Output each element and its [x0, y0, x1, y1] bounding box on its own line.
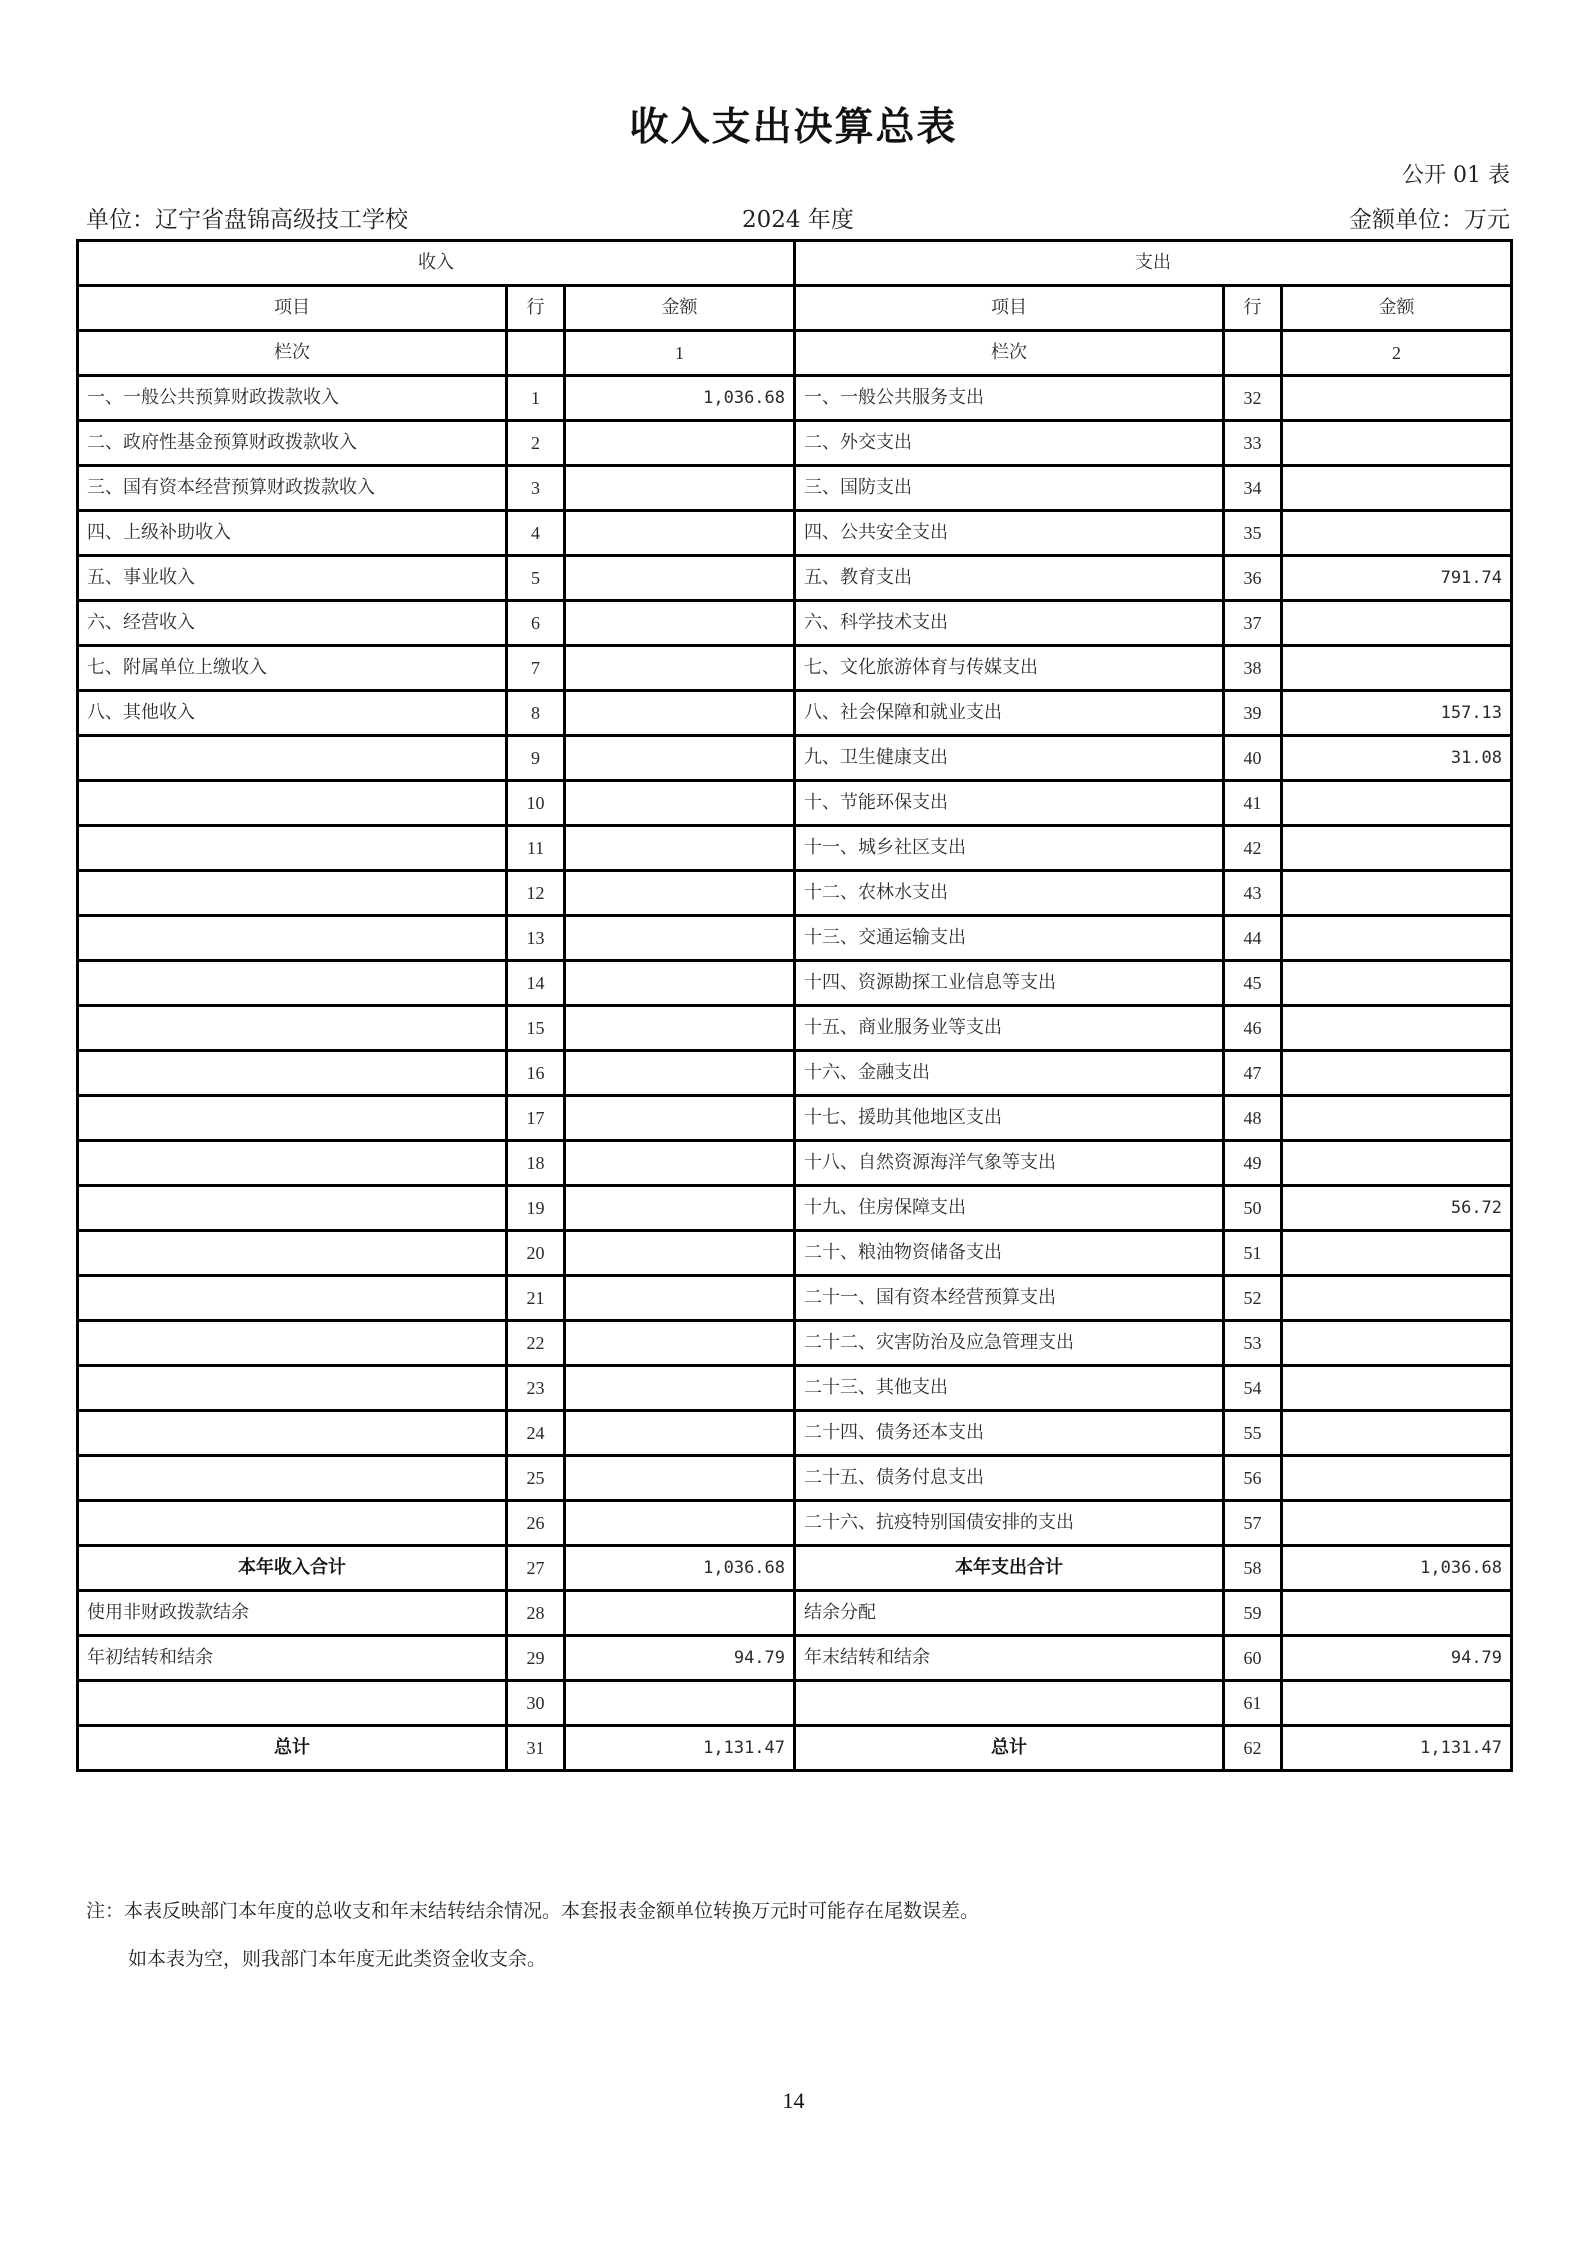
- expense-amount-cell: [1282, 961, 1512, 1006]
- income-amount-cell: [565, 601, 795, 646]
- income-amount-cell: [565, 871, 795, 916]
- money-unit: 金额单位：万元: [1349, 207, 1510, 233]
- income-item-cell: 一、一般公共预算财政拨款收入: [78, 376, 507, 421]
- expense-amount-cell: [1282, 781, 1512, 826]
- expense-item-cell: 九、卫生健康支出: [795, 736, 1224, 781]
- expense-row-number: 45: [1224, 961, 1282, 1006]
- expense-item-cell: 七、文化旅游体育与传媒支出: [795, 646, 1224, 691]
- expense-item-cell: 年末结转和结余: [795, 1636, 1224, 1681]
- income-item-cell: [78, 916, 507, 961]
- expense-item-cell: 十六、金融支出: [795, 1051, 1224, 1096]
- income-amount-cell: [565, 1186, 795, 1231]
- income-item-cell: [78, 826, 507, 871]
- expense-amount-cell: 56.72: [1282, 1186, 1512, 1231]
- income-row-number: 3: [507, 466, 565, 511]
- column-order-row: [78, 331, 1512, 376]
- expense-row-number: 50: [1224, 1186, 1282, 1231]
- section-header-row: [78, 241, 1512, 286]
- table-row: [78, 1321, 1512, 1366]
- table-row: [78, 1411, 1512, 1456]
- expense-item-cell: 十七、援助其他地区支出: [795, 1096, 1224, 1141]
- expense-row-number: 33: [1224, 421, 1282, 466]
- expense-amount-cell: [1282, 1501, 1512, 1546]
- expense-item-cell: 本年支出合计: [795, 1546, 1224, 1591]
- expense-row-number: 61: [1224, 1681, 1282, 1726]
- income-row-number: 7: [507, 646, 565, 691]
- expense-amount-cell: [1282, 1681, 1512, 1726]
- income-row-number: 20: [507, 1231, 565, 1276]
- income-item-cell: [78, 1681, 507, 1726]
- expense-row-number: 42: [1224, 826, 1282, 871]
- income-item-cell: 总计: [78, 1726, 507, 1771]
- expense-row-number: 32: [1224, 376, 1282, 421]
- income-amount-cell: [565, 1051, 795, 1096]
- income-amount-cell: [565, 1276, 795, 1321]
- income-row-number: 22: [507, 1321, 565, 1366]
- expense-row-number: 46: [1224, 1006, 1282, 1051]
- note-text: 注：本表反映部门本年度的总收支和年末结转结余情况。本套报表金额单位转换万元时可能存在尾数误差。: [86, 1900, 980, 1922]
- income-item-cell: [78, 1231, 507, 1276]
- table-row: [78, 1591, 1512, 1636]
- expense-row-number: 39: [1224, 691, 1282, 736]
- income-item-cell: 二、政府性基金预算财政拨款收入: [78, 421, 507, 466]
- income-amount-cell: [565, 646, 795, 691]
- expense-row-number: 43: [1224, 871, 1282, 916]
- income-amount-cell: [565, 1321, 795, 1366]
- expense-row-number: 37: [1224, 601, 1282, 646]
- expense-column-number: 2: [1282, 331, 1512, 376]
- income-row-number: 18: [507, 1141, 565, 1186]
- income-amount-cell: [565, 1411, 795, 1456]
- expense-amount-cell: [1282, 1411, 1512, 1456]
- expense-row-number: 38: [1224, 646, 1282, 691]
- expense-item-cell: 二十三、其他支出: [795, 1366, 1224, 1411]
- expense-item-cell: 一、一般公共服务支出: [795, 376, 1224, 421]
- expense-amount-header: 金额: [1282, 286, 1512, 331]
- expense-row-number: 53: [1224, 1321, 1282, 1366]
- income-row-number: 10: [507, 781, 565, 826]
- expense-amount-cell: [1282, 826, 1512, 871]
- income-amount-cell: [565, 511, 795, 556]
- income-item-cell: 四、上级补助收入: [78, 511, 507, 556]
- income-amount-cell: [565, 466, 795, 511]
- expense-amount-cell: [1282, 871, 1512, 916]
- expense-amount-cell: [1282, 1321, 1512, 1366]
- income-row-number: 5: [507, 556, 565, 601]
- reporting-unit: 单位：辽宁省盘锦高级技工学校: [86, 207, 408, 233]
- table-row: [78, 1051, 1512, 1096]
- income-row-header: 行: [507, 286, 565, 331]
- income-row-number: 23: [507, 1366, 565, 1411]
- table-number: 公开 01 表: [1402, 163, 1510, 188]
- income-item-cell: [78, 1276, 507, 1321]
- income-amount-cell: [565, 1501, 795, 1546]
- income-item-cell: [78, 1096, 507, 1141]
- income-amount-header: 金额: [565, 286, 795, 331]
- table-row: [78, 691, 1512, 736]
- expense-item-cell: 十一、城乡社区支出: [795, 826, 1224, 871]
- expense-row-number: 36: [1224, 556, 1282, 601]
- expense-amount-cell: 157.13: [1282, 691, 1512, 736]
- income-item-cell: [78, 1456, 507, 1501]
- total-row: [78, 1726, 1512, 1771]
- income-item-cell: 本年收入合计: [78, 1546, 507, 1591]
- table-row: [78, 556, 1512, 601]
- expense-item-cell: 总计: [795, 1726, 1224, 1771]
- expense-row-number: 62: [1224, 1726, 1282, 1771]
- income-amount-cell: [565, 691, 795, 736]
- expense-column-order-row-cell: [1224, 331, 1282, 376]
- expense-amount-cell: 94.79: [1282, 1636, 1512, 1681]
- expense-row-number: 56: [1224, 1456, 1282, 1501]
- income-amount-cell: [565, 781, 795, 826]
- income-item-cell: 使用非财政拨款结余: [78, 1591, 507, 1636]
- table-row: [78, 601, 1512, 646]
- income-amount-cell: [565, 1096, 795, 1141]
- income-item-cell: 五、事业收入: [78, 556, 507, 601]
- income-amount-cell: [565, 826, 795, 871]
- income-amount-cell: [565, 916, 795, 961]
- expense-amount-cell: [1282, 646, 1512, 691]
- expense-row-number: 47: [1224, 1051, 1282, 1096]
- income-item-cell: [78, 871, 507, 916]
- income-row-number: 25: [507, 1456, 565, 1501]
- income-amount-cell: [565, 1591, 795, 1636]
- income-row-number: 2: [507, 421, 565, 466]
- expense-item-cell: 五、教育支出: [795, 556, 1224, 601]
- income-item-cell: 七、附属单位上缴收入: [78, 646, 507, 691]
- expense-row-number: 58: [1224, 1546, 1282, 1591]
- income-item-cell: [78, 1006, 507, 1051]
- income-row-number: 24: [507, 1411, 565, 1456]
- table-row: [78, 376, 1512, 421]
- expense-row-number: 48: [1224, 1096, 1282, 1141]
- table-row: [78, 736, 1512, 781]
- note-empty-table: 如本表为空，则我部门本年度无此类资金收支余。: [128, 1948, 547, 1970]
- table-row: [78, 1006, 1512, 1051]
- income-row-number: 31: [507, 1726, 565, 1771]
- expense-amount-cell: [1282, 466, 1512, 511]
- expense-amount-cell: [1282, 1366, 1512, 1411]
- expense-row-number: 44: [1224, 916, 1282, 961]
- expense-amount-cell: [1282, 376, 1512, 421]
- expense-amount-cell: 791.74: [1282, 556, 1512, 601]
- income-item-cell: [78, 1186, 507, 1231]
- income-amount-cell: 94.79: [565, 1636, 795, 1681]
- expense-item-cell: 三、国防支出: [795, 466, 1224, 511]
- table-row: [78, 1186, 1512, 1231]
- income-row-number: 11: [507, 826, 565, 871]
- income-row-number: 6: [507, 601, 565, 646]
- expense-item-cell: 二十、粮油物资储备支出: [795, 1231, 1224, 1276]
- table-row: [78, 1231, 1512, 1276]
- expense-row-number: 57: [1224, 1501, 1282, 1546]
- expense-item-cell: 二十四、债务还本支出: [795, 1411, 1224, 1456]
- income-row-number: 13: [507, 916, 565, 961]
- income-item-header: 项目: [78, 286, 507, 331]
- table-row: [78, 781, 1512, 826]
- table-row: [78, 466, 1512, 511]
- income-amount-cell: [565, 1456, 795, 1501]
- income-item-cell: [78, 736, 507, 781]
- expense-amount-cell: [1282, 1141, 1512, 1186]
- table-row: [78, 1456, 1512, 1501]
- income-amount-cell: 1,131.47: [565, 1726, 795, 1771]
- income-row-number: 12: [507, 871, 565, 916]
- expense-row-number: 49: [1224, 1141, 1282, 1186]
- income-row-number: 27: [507, 1546, 565, 1591]
- income-column-order-label: 栏次: [78, 331, 507, 376]
- table-row: [78, 511, 1512, 556]
- income-item-cell: [78, 1501, 507, 1546]
- income-amount-cell: [565, 1681, 795, 1726]
- expense-row-number: 40: [1224, 736, 1282, 781]
- income-amount-cell: [565, 1231, 795, 1276]
- unit-line: [86, 201, 1510, 231]
- expense-item-cell: 十四、资源勘探工业信息等支出: [795, 961, 1224, 1006]
- income-row-number: 4: [507, 511, 565, 556]
- expense-item-cell: 结余分配: [795, 1591, 1224, 1636]
- table-row: [78, 916, 1512, 961]
- expense-amount-cell: 31.08: [1282, 736, 1512, 781]
- income-item-cell: 三、国有资本经营预算财政拨款收入: [78, 466, 507, 511]
- income-row-number: 21: [507, 1276, 565, 1321]
- expense-item-cell: 十八、自然资源海洋气象等支出: [795, 1141, 1224, 1186]
- income-amount-cell: [565, 736, 795, 781]
- income-row-number: 29: [507, 1636, 565, 1681]
- expense-item-cell: 二十六、抗疫特别国债安排的支出: [795, 1501, 1224, 1546]
- expense-item-cell: 二十一、国有资本经营预算支出: [795, 1276, 1224, 1321]
- table-row: [78, 421, 1512, 466]
- income-item-cell: [78, 1411, 507, 1456]
- expense-amount-cell: [1282, 1276, 1512, 1321]
- expense-item-cell: 十五、商业服务业等支出: [795, 1006, 1224, 1051]
- income-amount-cell: [565, 1006, 795, 1051]
- page-number: 14: [782, 2088, 805, 2113]
- expense-section-header: 支出: [795, 241, 1512, 286]
- expense-row-number: 35: [1224, 511, 1282, 556]
- expense-item-cell: 十、节能环保支出: [795, 781, 1224, 826]
- column-header-row: [78, 286, 1512, 331]
- income-item-cell: [78, 1141, 507, 1186]
- income-item-cell: 年初结转和结余: [78, 1636, 507, 1681]
- income-column-order-row-cell: [507, 331, 565, 376]
- expense-row-header: 行: [1224, 286, 1282, 331]
- expense-amount-cell: [1282, 1096, 1512, 1141]
- expense-row-number: 51: [1224, 1231, 1282, 1276]
- expense-amount-cell: [1282, 421, 1512, 466]
- table-row: [78, 1276, 1512, 1321]
- income-row-number: 28: [507, 1591, 565, 1636]
- expense-amount-cell: [1282, 1006, 1512, 1051]
- expense-amount-cell: [1282, 1591, 1512, 1636]
- income-amount-cell: 1,036.68: [565, 1546, 795, 1591]
- expense-item-cell: 八、社会保障和就业支出: [795, 691, 1224, 736]
- expense-amount-cell: [1282, 1051, 1512, 1096]
- table-row: [78, 646, 1512, 691]
- income-item-cell: [78, 1366, 507, 1411]
- income-amount-cell: [565, 1366, 795, 1411]
- income-row-number: 17: [507, 1096, 565, 1141]
- table-row: [78, 1096, 1512, 1141]
- expense-item-cell: [795, 1681, 1224, 1726]
- income-row-number: 1: [507, 376, 565, 421]
- income-row-number: 19: [507, 1186, 565, 1231]
- expense-item-cell: 十二、农林水支出: [795, 871, 1224, 916]
- table-row: [78, 1681, 1512, 1726]
- expense-item-cell: 四、公共安全支出: [795, 511, 1224, 556]
- table-row: [78, 826, 1512, 871]
- income-row-number: 15: [507, 1006, 565, 1051]
- expense-amount-cell: [1282, 1456, 1512, 1501]
- income-column-number: 1: [565, 331, 795, 376]
- income-item-cell: 六、经营收入: [78, 601, 507, 646]
- table-row: [78, 1366, 1512, 1411]
- subtotal-row: [78, 1546, 1512, 1591]
- expense-row-number: 41: [1224, 781, 1282, 826]
- expense-item-cell: 十九、住房保障支出: [795, 1186, 1224, 1231]
- income-amount-cell: [565, 961, 795, 1006]
- page-title: 收入支出决算总表: [629, 105, 958, 150]
- expense-amount-cell: [1282, 1231, 1512, 1276]
- table-row: [78, 1501, 1512, 1546]
- expense-row-number: 59: [1224, 1591, 1282, 1636]
- income-row-number: 30: [507, 1681, 565, 1726]
- expense-amount-cell: 1,131.47: [1282, 1726, 1512, 1771]
- table-row: [78, 1141, 1512, 1186]
- expense-item-cell: 二、外交支出: [795, 421, 1224, 466]
- income-item-cell: [78, 781, 507, 826]
- expense-amount-cell: [1282, 601, 1512, 646]
- expense-item-cell: 十三、交通运输支出: [795, 916, 1224, 961]
- income-row-number: 16: [507, 1051, 565, 1096]
- expense-column-order-label: 栏次: [795, 331, 1224, 376]
- income-row-number: 26: [507, 1501, 565, 1546]
- expense-amount-cell: 1,036.68: [1282, 1546, 1512, 1591]
- expense-amount-cell: [1282, 916, 1512, 961]
- income-section-header: 收入: [78, 241, 795, 286]
- income-row-number: 14: [507, 961, 565, 1006]
- expense-amount-cell: [1282, 511, 1512, 556]
- table-row: [78, 1636, 1512, 1681]
- income-amount-cell: 1,036.68: [565, 376, 795, 421]
- fiscal-year: 2024 年度: [742, 207, 854, 233]
- expense-row-number: 60: [1224, 1636, 1282, 1681]
- income-item-cell: [78, 1051, 507, 1096]
- income-expense-table: [76, 239, 1513, 1772]
- income-item-cell: [78, 1321, 507, 1366]
- expense-item-header: 项目: [795, 286, 1224, 331]
- expense-row-number: 54: [1224, 1366, 1282, 1411]
- income-item-cell: [78, 961, 507, 1006]
- expense-row-number: 55: [1224, 1411, 1282, 1456]
- income-amount-cell: [565, 1141, 795, 1186]
- table-row: [78, 961, 1512, 1006]
- expense-row-number: 34: [1224, 466, 1282, 511]
- income-amount-cell: [565, 556, 795, 601]
- income-row-number: 9: [507, 736, 565, 781]
- expense-item-cell: 二十五、债务付息支出: [795, 1456, 1224, 1501]
- expense-row-number: 52: [1224, 1276, 1282, 1321]
- expense-item-cell: 六、科学技术支出: [795, 601, 1224, 646]
- table-row: [78, 871, 1512, 916]
- income-amount-cell: [565, 421, 795, 466]
- income-row-number: 8: [507, 691, 565, 736]
- expense-item-cell: 二十二、灾害防治及应急管理支出: [795, 1321, 1224, 1366]
- income-item-cell: 八、其他收入: [78, 691, 507, 736]
